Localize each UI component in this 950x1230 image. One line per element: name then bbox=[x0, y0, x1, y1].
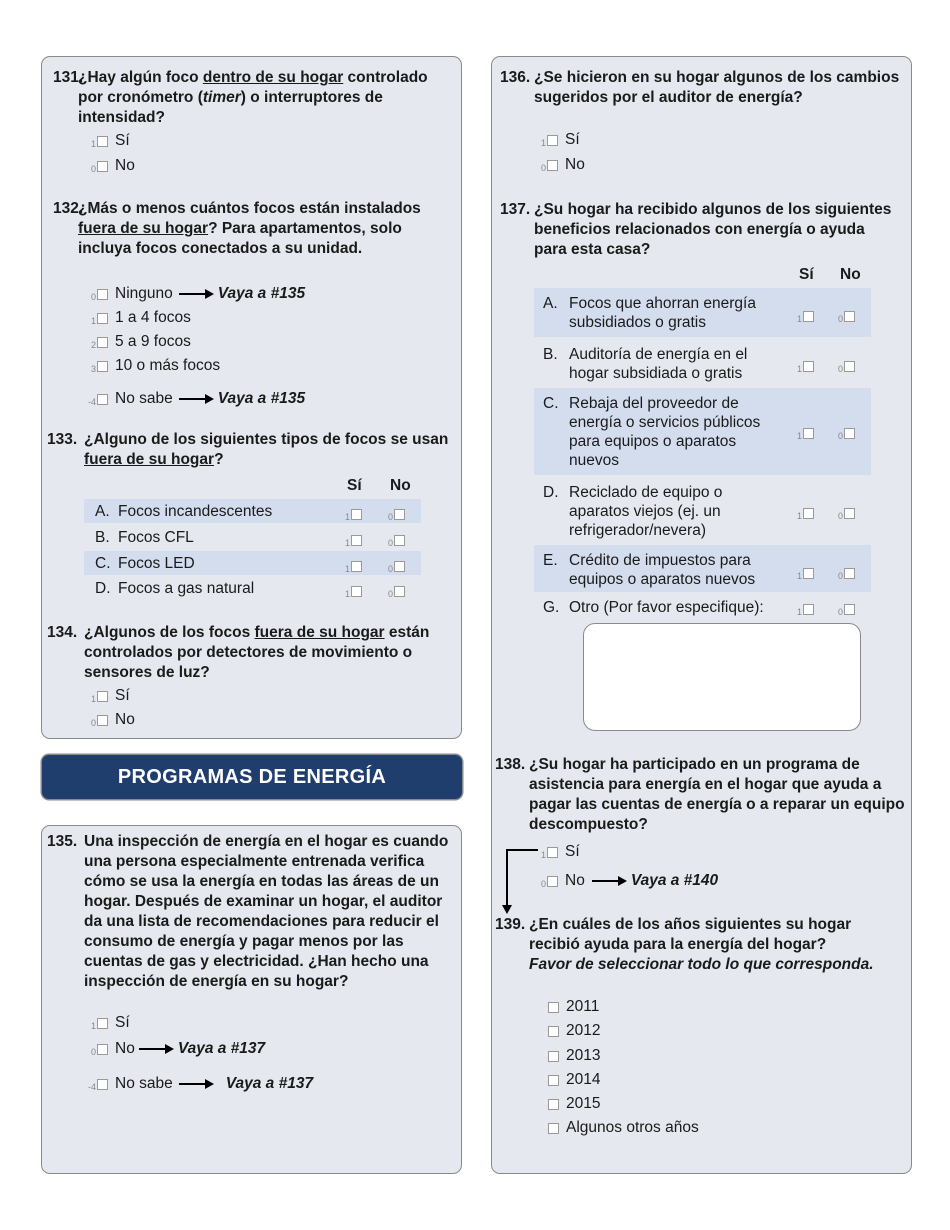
q132-option-5-9[interactable]: 2 5 a 9 focos bbox=[90, 333, 191, 350]
question-number: 134. bbox=[47, 624, 78, 641]
checkbox[interactable] bbox=[547, 135, 558, 146]
question-number: 133. bbox=[47, 431, 78, 448]
checkbox[interactable] bbox=[548, 1051, 559, 1062]
checkbox[interactable] bbox=[97, 161, 108, 172]
checkbox-yes[interactable] bbox=[803, 604, 814, 615]
question-text: Una inspección de energía en el hogar es cuando una persona especialmente entrenada verifica cómo se usa la energía en todas las áreas de un hogar. Después de examinar un hogar, el auditor da una lista de recomendaciones para reducir el consumo de energía y pagar menos por las cuentas de gas y electricidad. ¿Han hecho una inspección de energía en su hogar? bbox=[84, 833, 449, 990]
q139-option-2011[interactable]: 2011 bbox=[548, 997, 599, 1017]
checkbox-yes[interactable] bbox=[803, 428, 814, 439]
q131-option-no[interactable]: 0 No bbox=[90, 157, 135, 174]
q133-row-a: A. Focos incandescentes 1 0 bbox=[84, 499, 421, 523]
question-text: ¿Su hogar ha recibido algunos de los siguientes beneficios relacionados con energía o ayuda para esta casa? bbox=[534, 201, 892, 258]
q132-option-10plus[interactable]: 3 10 o más focos bbox=[90, 357, 221, 374]
checkbox-yes[interactable] bbox=[803, 361, 814, 372]
col-header-no: No bbox=[840, 266, 861, 283]
question-134 bbox=[47, 623, 453, 683]
arrow-right-icon bbox=[179, 394, 214, 404]
checkbox-no[interactable] bbox=[844, 428, 855, 439]
question-number: 135. bbox=[47, 833, 78, 850]
checkbox-no[interactable] bbox=[394, 535, 405, 546]
question-number: 131. bbox=[53, 69, 84, 86]
checkbox[interactable] bbox=[547, 160, 558, 171]
q134-option-no[interactable]: 0 No bbox=[90, 711, 135, 728]
checkbox-no[interactable] bbox=[844, 361, 855, 372]
arrow-right-icon bbox=[139, 1044, 174, 1054]
q137-row-c: C. Rebaja del proveedor de energía o servicios públicos para equipos o aparatos nuevos 1 0 bbox=[534, 388, 871, 475]
arrow-down-icon bbox=[502, 905, 512, 914]
checkbox[interactable] bbox=[97, 715, 108, 726]
question-text: ¿Alguno de los siguientes tipos de focos se usan fuera de su hogar? bbox=[84, 431, 449, 468]
q139-option-2012[interactable]: 2012 bbox=[548, 1021, 600, 1041]
col-header-no: No bbox=[390, 477, 411, 494]
q134-option-yes[interactable]: 1 Sí bbox=[90, 687, 130, 704]
question-138 bbox=[495, 755, 905, 835]
instruction-text: Favor de seleccionar todo lo que corresponda. bbox=[529, 956, 874, 973]
q138-option-yes[interactable]: 1 Sí bbox=[540, 843, 580, 860]
q135-option-dont-know[interactable]: -4 No sabe Vaya a #137 bbox=[87, 1075, 314, 1092]
q139-option-2014[interactable]: 2014 bbox=[548, 1070, 600, 1090]
checkbox[interactable] bbox=[97, 313, 108, 324]
checkbox[interactable] bbox=[548, 1002, 559, 1013]
col-header-yes: Sí bbox=[347, 477, 362, 494]
checkbox-no[interactable] bbox=[844, 508, 855, 519]
question-139 bbox=[495, 915, 905, 975]
q139-option-other-years[interactable]: Algunos otros años bbox=[548, 1118, 699, 1138]
q136-option-yes[interactable]: 1 Sí bbox=[540, 131, 580, 148]
section-title: PROGRAMAS DE ENERGÍA bbox=[42, 755, 462, 799]
checkbox[interactable] bbox=[97, 394, 108, 405]
q131-option-yes[interactable]: 1 Sí bbox=[90, 132, 130, 149]
skip-bracket bbox=[506, 849, 538, 907]
checkbox[interactable] bbox=[97, 1018, 108, 1029]
question-number: 138. bbox=[495, 756, 526, 773]
q135-option-yes[interactable]: 1 Sí bbox=[90, 1014, 130, 1031]
checkbox-no[interactable] bbox=[394, 586, 405, 597]
arrow-right-icon bbox=[592, 876, 627, 886]
checkbox[interactable] bbox=[547, 876, 558, 887]
question-text: ¿Algunos de los focos fuera de su hogar están controlados por detectores de movimiento o sensores de luz? bbox=[84, 624, 430, 681]
checkbox-yes[interactable] bbox=[351, 561, 362, 572]
checkbox[interactable] bbox=[97, 1044, 108, 1055]
q132-option-1-4[interactable]: 1 1 a 4 focos bbox=[90, 309, 191, 326]
checkbox[interactable] bbox=[548, 1099, 559, 1110]
q137-row-b: B. Auditoría de energía en el hogar subsidiada o gratis 1 0 bbox=[534, 339, 871, 386]
arrow-right-icon bbox=[179, 1079, 214, 1089]
question-text: ¿Hay algún foco dentro de su hogar controlado por cronómetro (timer) o interruptores de intensidad? bbox=[78, 69, 428, 126]
checkbox[interactable] bbox=[97, 337, 108, 348]
checkbox-no[interactable] bbox=[394, 509, 405, 520]
question-135 bbox=[47, 832, 453, 992]
question-text: ¿Se hicieron en su hogar algunos de los cambios sugeridos por el auditor de energía? bbox=[534, 69, 900, 106]
checkbox-yes[interactable] bbox=[351, 509, 362, 520]
checkbox-yes[interactable] bbox=[803, 311, 814, 322]
q139-option-2013[interactable]: 2013 bbox=[548, 1046, 600, 1066]
question-131 bbox=[53, 68, 453, 128]
q133-row-b: B. Focos CFL 1 0 bbox=[84, 525, 421, 549]
question-132 bbox=[53, 199, 453, 259]
checkbox[interactable] bbox=[548, 1026, 559, 1037]
q136-option-no[interactable]: 0 No bbox=[540, 156, 585, 173]
checkbox-yes[interactable] bbox=[803, 568, 814, 579]
checkbox[interactable] bbox=[548, 1075, 559, 1086]
checkbox-no[interactable] bbox=[844, 604, 855, 615]
q137-row-g: G. Otro (Por favor especifique): 1 0 bbox=[534, 594, 871, 620]
checkbox-yes[interactable] bbox=[351, 535, 362, 546]
question-text: ¿En cuáles de los años siguientes su hogar recibió ayuda para la energía del hogar? Favor de seleccionar todo lo que corresponda. bbox=[529, 916, 874, 973]
question-text: ¿Más o menos cuántos focos están instalados fuera de su hogar? Para apartamentos, solo incluya focos conectados a su unidad. bbox=[78, 200, 421, 257]
q137-row-d: D. Reciclado de equipo o aparatos viejos (ej. un refrigerador/nevera) 1 0 bbox=[534, 477, 871, 543]
q135-option-no[interactable]: 0 No Vaya a #137 bbox=[90, 1040, 266, 1057]
checkbox[interactable] bbox=[547, 847, 558, 858]
question-number: 137. bbox=[500, 201, 531, 218]
checkbox-yes[interactable] bbox=[803, 508, 814, 519]
question-number: 139. bbox=[495, 916, 526, 933]
checkbox-no[interactable] bbox=[844, 568, 855, 579]
other-specify-textbox[interactable] bbox=[583, 623, 861, 731]
q137-row-e: E. Crédito de impuestos para equipos o aparatos nuevos 1 0 bbox=[534, 545, 871, 592]
checkbox[interactable] bbox=[97, 361, 108, 372]
checkbox[interactable] bbox=[97, 1079, 108, 1090]
question-137 bbox=[500, 200, 900, 260]
checkbox[interactable] bbox=[97, 289, 108, 300]
checkbox[interactable] bbox=[97, 691, 108, 702]
question-number: 136. bbox=[500, 69, 531, 86]
q133-row-d: D. Focos a gas natural 1 0 bbox=[84, 576, 421, 600]
q132-option-none[interactable]: 0 Ninguno Vaya a #135 bbox=[90, 285, 306, 302]
checkbox-no[interactable] bbox=[844, 311, 855, 322]
checkbox-yes[interactable] bbox=[351, 586, 362, 597]
col-header-yes: Sí bbox=[799, 266, 814, 283]
q138-option-no[interactable]: 0 No Vaya a #140 bbox=[540, 872, 719, 889]
checkbox[interactable] bbox=[97, 136, 108, 147]
question-136 bbox=[500, 68, 900, 108]
q139-option-2015[interactable]: 2015 bbox=[548, 1094, 600, 1114]
arrow-right-icon bbox=[179, 289, 214, 299]
question-number: 132. bbox=[53, 200, 84, 217]
checkbox-no[interactable] bbox=[394, 561, 405, 572]
question-text: ¿Su hogar ha participado en un programa de asistencia para energía en el hogar que ayuda a pagar las cuentas de energía o a reparar un equipo descompuesto? bbox=[529, 756, 905, 833]
checkbox[interactable] bbox=[548, 1123, 559, 1134]
question-133 bbox=[47, 430, 453, 470]
q133-row-c: C. Focos LED 1 0 bbox=[84, 551, 421, 575]
q132-option-dont-know[interactable]: -4 No sabe Vaya a #135 bbox=[87, 390, 306, 407]
q137-row-a: A. Focos que ahorran energía subsidiados o gratis 1 0 bbox=[534, 288, 871, 337]
